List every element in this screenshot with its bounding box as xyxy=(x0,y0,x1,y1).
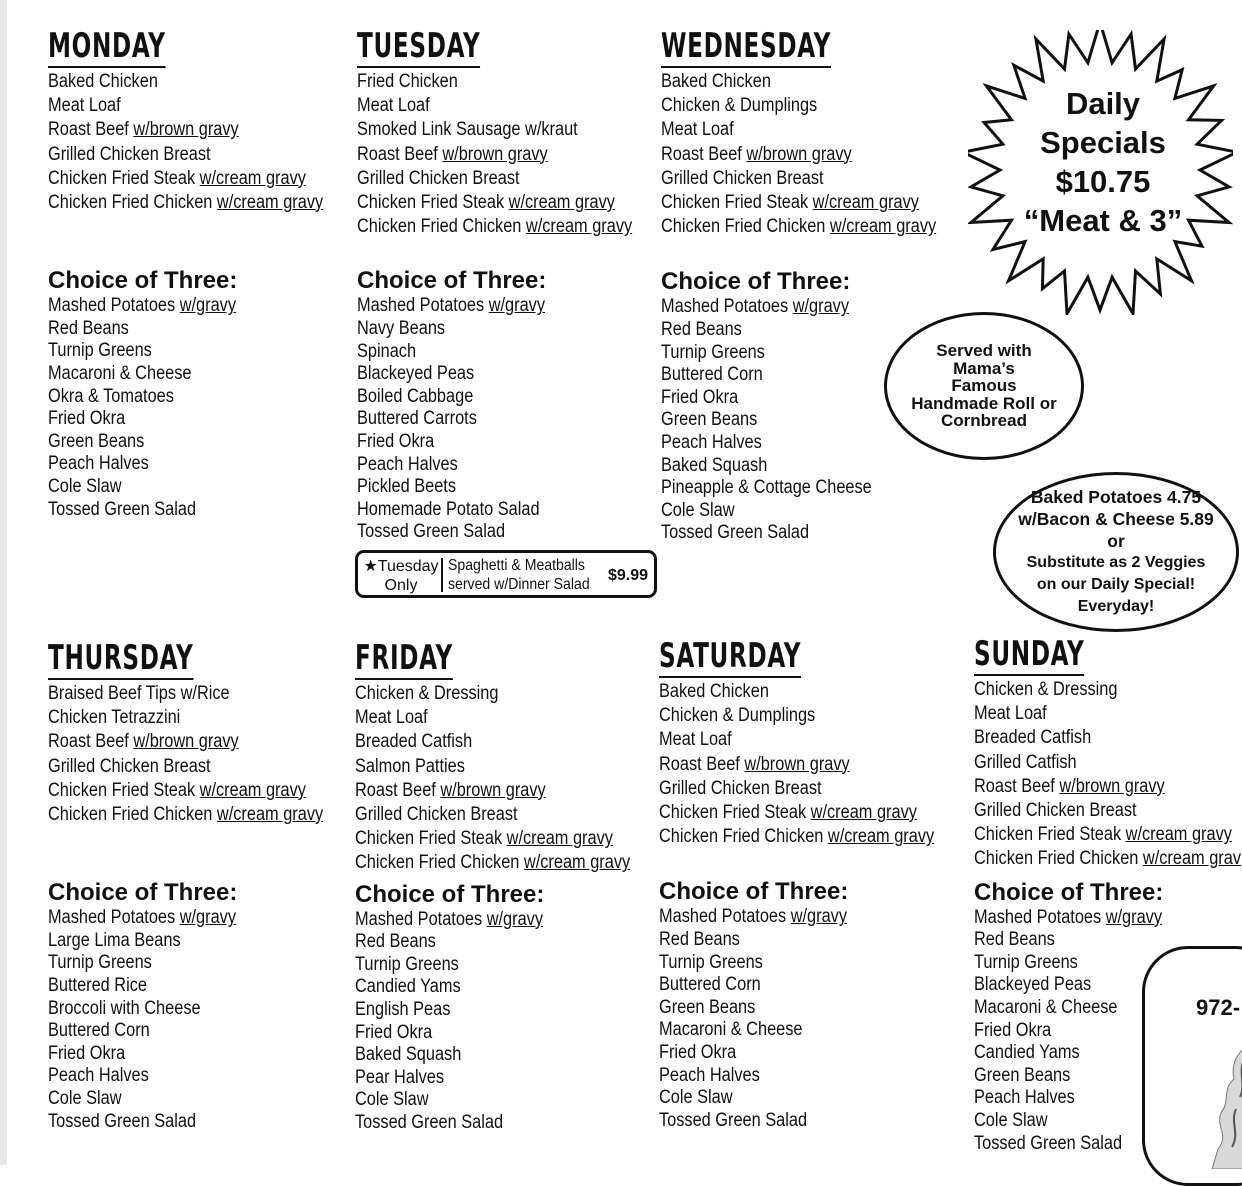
tuesday-only-special: ★Tuesday Only Spaghetti & Meatballs served w/Dinner Salad $9.99 xyxy=(355,550,657,598)
mains-list xyxy=(357,70,677,239)
gravy-note: w/cream gravy xyxy=(216,192,324,214)
gravy-note: w/gravy xyxy=(488,295,546,317)
gravy-note: w/gravy xyxy=(486,908,544,930)
gravy-note: w/brown gravy xyxy=(133,731,239,753)
gravy-note: w/brown gravy xyxy=(442,143,548,165)
menu-item: Chicken Fried Chicken w/cream gravy xyxy=(659,826,935,848)
menu-item: Grilled Catfish xyxy=(974,751,1077,773)
daily-specials-price: $10.75 xyxy=(1055,164,1151,199)
choice-heading: Choice of Three: xyxy=(659,878,849,906)
mains-list xyxy=(974,678,1242,872)
menu-item: Meat Loaf xyxy=(659,729,732,751)
choice-heading: Choice of Three: xyxy=(48,267,238,295)
side-item: Tossed Green Salad xyxy=(355,1111,504,1133)
menu-item: Grilled Chicken Breast xyxy=(661,167,824,189)
side-item: Fried Okra xyxy=(355,1021,433,1043)
side-item: Spinach xyxy=(357,340,417,362)
day-heading: THURSDAY xyxy=(48,638,194,678)
side-item: Peach Halves xyxy=(974,1087,1075,1109)
mains-list xyxy=(659,680,979,849)
gravy-note: w/gravy xyxy=(1105,906,1163,928)
gravy-note: w/gravy xyxy=(792,296,850,318)
side-item: Turnip Greens xyxy=(355,953,459,975)
menu-item: Roast Beef w/brown gravy xyxy=(48,119,239,141)
menu-item: Chicken Fried Chicken w/cream gravy xyxy=(357,216,633,238)
day-heading: WEDNESDAY xyxy=(661,26,832,66)
day-heading: FRIDAY xyxy=(355,638,453,678)
side-item: Green Beans xyxy=(659,996,756,1018)
menu-item: Roast Beef w/brown gravy xyxy=(357,143,548,165)
gravy-note: w/cream gravy xyxy=(523,852,631,874)
menu-item: Breaded Catfish xyxy=(974,727,1092,749)
wednesday-section xyxy=(661,26,981,545)
side-item: Cole Slaw xyxy=(48,1087,122,1109)
side-item: Red Beans xyxy=(48,317,129,339)
star-icon: ★ xyxy=(363,558,378,575)
side-item: Boiled Cabbage xyxy=(357,385,474,407)
monday-section xyxy=(48,26,368,521)
menu-item: Chicken Fried Steak w/cream gravy xyxy=(659,802,917,824)
side-item: Tossed Green Salad xyxy=(661,522,810,544)
choice-heading: Choice of Three: xyxy=(661,268,851,296)
side-item: Macaroni & Cheese xyxy=(48,363,192,384)
menu-item: Chicken Fried Steak w/cream gravy xyxy=(48,167,306,189)
side-item: Green Beans xyxy=(48,430,145,452)
gravy-note: w/cream gravy xyxy=(827,826,935,848)
side-item: Mashed Potatoes w/gravy xyxy=(48,907,237,929)
gravy-note: w/brown gravy xyxy=(744,753,850,775)
menu-item: Meat Loaf xyxy=(48,95,121,117)
daily-specials-label: Daily Specials $10.75 “Meat & 3” xyxy=(1003,84,1203,240)
menu-item: Chicken & Dressing xyxy=(355,683,499,704)
menu-item: Meat Loaf xyxy=(661,119,734,141)
friday-section xyxy=(355,638,675,1135)
side-item: Buttered Rice xyxy=(48,975,148,996)
gravy-note: w/brown gravy xyxy=(746,143,852,165)
saturday-section xyxy=(659,636,979,1132)
side-item: Cole Slaw xyxy=(355,1089,429,1111)
menu-item: Grilled Chicken Breast xyxy=(355,804,518,826)
day-heading: SATURDAY xyxy=(659,636,802,676)
side-item: Cole Slaw xyxy=(48,475,122,497)
menu-item: Chicken Fried Steak w/cream gravy xyxy=(357,192,615,214)
side-item: Navy Beans xyxy=(357,318,446,340)
gravy-note: w/cream gravy xyxy=(199,167,306,189)
menu-item: Breaded Catfish xyxy=(355,731,473,753)
side-item: Fried Okra xyxy=(661,386,739,408)
page-edge xyxy=(0,0,7,1165)
sides-list xyxy=(355,909,675,1135)
gravy-note: w/cream gravy xyxy=(525,216,633,238)
side-item: Tossed Green Salad xyxy=(357,521,506,543)
phone-box xyxy=(1142,946,1242,1186)
side-item: Blackeyed Peas xyxy=(974,974,1092,996)
gravy-note: w/cream gravy xyxy=(508,192,615,214)
sides-list xyxy=(48,907,368,1133)
side-item: Mashed Potatoes w/gravy xyxy=(661,296,850,318)
side-item: Mashed Potatoes w/gravy xyxy=(357,295,546,317)
choice-heading: Choice of Three: xyxy=(974,878,1164,906)
side-item: Peach Halves xyxy=(48,453,149,475)
side-item: Fried Okra xyxy=(357,430,435,452)
side-item: Tossed Green Salad xyxy=(974,1132,1123,1154)
side-item: Candied Yams xyxy=(974,1042,1080,1064)
side-item: Cole Slaw xyxy=(659,1087,733,1109)
menu-item: Baked Chicken xyxy=(659,681,769,702)
gravy-note: w/brown gravy xyxy=(133,119,239,141)
gravy-note: w/cream gravy xyxy=(216,804,324,826)
choice-heading: Choice of Three: xyxy=(355,880,545,908)
menu-item: Chicken Fried Steak w/cream gravy xyxy=(661,192,919,214)
gravy-note: w/brown gravy xyxy=(1059,775,1165,797)
menu-item: Roast Beef w/brown gravy xyxy=(659,753,850,775)
mains-list xyxy=(48,682,368,827)
menu-item: Chicken Fried Chicken w/cream gravy xyxy=(48,804,324,826)
menu-item: Chicken Fried Chicken w/cream gravy xyxy=(48,192,324,214)
gravy-note: w/cream gravy xyxy=(812,192,919,214)
gravy-note: w/cream gravy xyxy=(1125,824,1232,846)
side-item: Blackeyed Peas xyxy=(357,363,475,385)
side-item: Peach Halves xyxy=(659,1064,760,1086)
side-item: Cole Slaw xyxy=(661,499,735,521)
menu-item: Grilled Chicken Breast xyxy=(48,755,211,777)
side-item: Red Beans xyxy=(974,929,1055,951)
side-item: Homemade Potato Salad xyxy=(357,498,540,520)
side-item: Macaroni & Cheese xyxy=(659,1019,803,1041)
menu-item: Chicken & Dressing xyxy=(974,679,1118,700)
side-item: Buttered Carrots xyxy=(357,408,477,430)
side-item: Okra & Tomatoes xyxy=(48,385,174,407)
menu-item: Chicken & Dumplings xyxy=(659,705,816,727)
menu-item: Roast Beef w/brown gravy xyxy=(974,775,1165,797)
menu-item: Roast Beef w/brown gravy xyxy=(661,143,852,165)
mains-list xyxy=(48,70,368,215)
gravy-note: w/cream gravy xyxy=(810,802,917,824)
side-item: Red Beans xyxy=(355,931,436,953)
divider xyxy=(441,558,443,592)
side-item: Fried Okra xyxy=(48,408,126,430)
gravy-note: w/cream gravy xyxy=(199,779,306,801)
day-heading: MONDAY xyxy=(48,26,166,66)
menu-item: Fried Chicken xyxy=(357,71,458,92)
side-item: Peach Halves xyxy=(357,453,458,475)
mains-list xyxy=(355,682,675,876)
baked-potatoes-oval: Baked Potatoes 4.75 w/Bacon & Cheese 5.89 or Substitute as 2 Veggies on our Daily Special! Everyday! xyxy=(993,472,1239,632)
side-item: Mashed Potatoes w/gravy xyxy=(974,906,1163,928)
menu-item: Chicken Fried Chicken w/cream gravy xyxy=(355,852,631,874)
side-item: Mashed Potatoes w/gravy xyxy=(659,906,848,928)
gravy-note: w/cream gravy xyxy=(506,828,613,850)
sides-list xyxy=(357,295,677,544)
side-item: Buttered Corn xyxy=(659,974,761,996)
tuesday-special-price: $9.99 xyxy=(607,567,648,584)
side-item: Cole Slaw xyxy=(974,1109,1048,1131)
menu-item: Baked Chicken xyxy=(661,71,771,92)
menu-item: Braised Beef Tips w/Rice xyxy=(48,683,230,704)
side-item: Turnip Greens xyxy=(659,951,763,973)
side-item: Turnip Greens xyxy=(48,952,152,974)
menu-item: Chicken Fried Steak w/cream gravy xyxy=(974,824,1232,846)
day-heading: TUESDAY xyxy=(357,26,481,66)
menu-item: Smoked Link Sausage w/kraut xyxy=(357,119,578,141)
side-item: Red Beans xyxy=(661,319,742,341)
menu-item: Meat Loaf xyxy=(355,707,428,729)
menu-item: Grilled Chicken Breast xyxy=(659,777,822,799)
gravy-note: w/cream grav xyxy=(1142,848,1241,870)
mains-list xyxy=(661,70,981,239)
side-item: Fried Okra xyxy=(974,1019,1052,1041)
side-item: Candied Yams xyxy=(355,976,461,998)
side-item: Mashed Potatoes w/gravy xyxy=(355,908,544,930)
gravy-note: w/gravy xyxy=(179,907,237,929)
portrait-illustration xyxy=(1200,1039,1242,1169)
side-item: Peach Halves xyxy=(661,431,762,453)
menu-item: Grilled Chicken Breast xyxy=(48,143,211,165)
side-item: Tossed Green Salad xyxy=(659,1109,808,1131)
day-heading: SUNDAY xyxy=(974,634,1085,674)
menu-item: Chicken Fried Steak w/cream gravy xyxy=(48,779,306,801)
choice-heading: Choice of Three: xyxy=(48,879,238,907)
gravy-note: w/gravy xyxy=(790,906,848,928)
side-item: Green Beans xyxy=(974,1064,1071,1086)
side-item: Peach Halves xyxy=(48,1065,149,1087)
side-item: Tossed Green Salad xyxy=(48,1110,197,1132)
served-with-oval: Served with Mama’s Famous Handmade Roll or Cornbread xyxy=(884,312,1084,460)
menu-item: Roast Beef w/brown gravy xyxy=(355,779,546,801)
menu-item: Meat Loaf xyxy=(974,703,1047,725)
menu-item: Salmon Patties xyxy=(355,755,465,777)
side-item: Tossed Green Salad xyxy=(48,498,197,520)
side-item: Green Beans xyxy=(661,409,758,431)
menu-item: Chicken & Dumplings xyxy=(661,95,818,117)
side-item: Pickled Beets xyxy=(357,476,457,498)
sides-list xyxy=(48,295,368,521)
choice-heading: Choice of Three: xyxy=(357,267,547,295)
side-item: Broccoli with Cheese xyxy=(48,997,201,1019)
phone-number: 972- xyxy=(1196,995,1241,1020)
menu-item: Roast Beef w/brown gravy xyxy=(48,731,239,753)
side-item: Buttered Corn xyxy=(48,1020,150,1042)
side-item: Pineapple & Cottage Cheese xyxy=(661,477,872,499)
side-item: Pear Halves xyxy=(355,1066,445,1088)
gravy-note: w/cream gravy xyxy=(829,216,937,238)
side-item: Fried Okra xyxy=(48,1042,126,1064)
side-item: Mashed Potatoes w/gravy xyxy=(48,295,237,317)
side-item: Baked Squash xyxy=(355,1044,462,1066)
side-item: Turnip Greens xyxy=(974,951,1078,973)
sides-list xyxy=(659,906,979,1132)
gravy-note: w/brown gravy xyxy=(440,779,546,801)
menu-item: Baked Chicken xyxy=(48,71,158,92)
side-item: English Peas xyxy=(355,999,451,1020)
side-item: Fried Okra xyxy=(659,1041,737,1063)
tuesday-section xyxy=(357,26,677,544)
menu-item: Grilled Chicken Breast xyxy=(357,167,520,189)
side-item: Buttered Corn xyxy=(661,364,763,386)
side-item: Red Beans xyxy=(659,929,740,951)
side-item: Turnip Greens xyxy=(48,340,152,362)
menu-item: Chicken Fried Steak w/cream gravy xyxy=(355,828,613,850)
menu-item: Meat Loaf xyxy=(357,95,430,117)
menu-item: Chicken Tetrazzini xyxy=(48,707,181,729)
side-item: Macaroni & Cheese xyxy=(974,997,1118,1018)
thursday-section xyxy=(48,638,368,1133)
menu-item: Grilled Chicken Breast xyxy=(974,800,1137,822)
menu-item: Chicken Fried Chicken w/cream gravy xyxy=(661,216,937,238)
side-item: Turnip Greens xyxy=(661,341,765,363)
gravy-note: w/gravy xyxy=(179,295,237,317)
side-item: Baked Squash xyxy=(661,454,768,476)
side-item: Large Lima Beans xyxy=(48,929,181,951)
menu-item: Chicken Fried Chicken w/cream grav xyxy=(974,848,1241,870)
